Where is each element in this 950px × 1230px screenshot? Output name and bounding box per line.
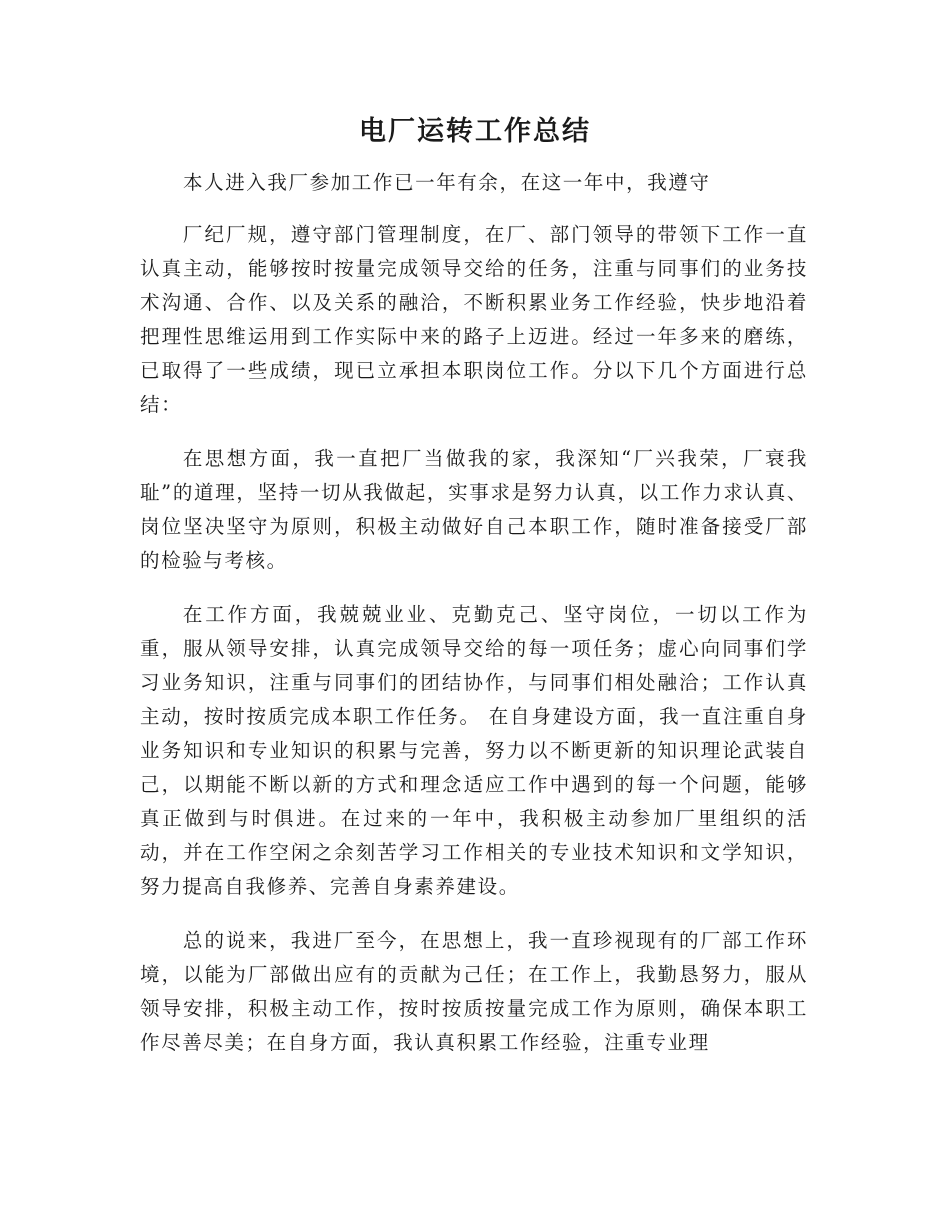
paragraph-1: 厂纪厂规，遵守部门管理制度，在厂、部门领导的带领下工作一直认真主动，能够按时按量完成领导交给的任务，注重与同事们的业务技术沟通、合作、以及关系的融洽，不断积累业务工作经验，快步地沿着把理性思维运用到工作实际中来的路子上迈进。经过一年多来的磨练，已取得了一些成绩，现已立承担本职岗位工作。分以下几个方面进行总结： bbox=[140, 223, 808, 416]
paragraph-2: 在思想方面，我一直把厂当做我的家，我深知“厂兴我荣，厂衰我耻”的道理，坚持一切从我做起，实事求是努力认真，以工作力求认真、岗位坚决坚守为原则，积极主动做好自己本职工作，随时准备接受厂部的检验与考核。 bbox=[140, 447, 808, 572]
document-title: 电厂运转工作总结 bbox=[359, 116, 591, 147]
paragraph-3: 在工作方面，我兢兢业业、克勤克己、坚守岗位，一切以工作为重，服从领导安排，认真完成领导交给的每一项任务；虚心向同事们学习业务知识，注重与同事们的团结协作，与同事们相处融洽；工作认真主动，按时按质完成本职工作任务。 在自身建设方面，我一直注重自身业务知识和专业知识的积累与完善，努力以不断更新的知识理论武装自己，以期能不断以新的方式和理念适应工作中遇到的每一个问题，能够真正做到与时俱进。在过来的一年中，我积极主动参加厂里组织的活动，并在工作空闲之余刻苦学习工作相关的专业技术知识和文学知识，努力提高自我修养、完善自身素养建设。 bbox=[140, 603, 808, 898]
paragraph-4: 总的说来，我进厂至今，在思想上，我一直珍视现有的厂部工作环境，以能为厂部做出应有的贡献为己任；在工作上，我勤恳努力，服从领导安排，积极主动工作，按时按质按量完成工作为原则，确保本职工作尽善尽美；在自身方面，我认真积累工作经验，注重专业理 bbox=[140, 929, 808, 1054]
document-body bbox=[140, 218, 808, 1080]
intro-line: 本人进入我厂参加工作已一年有余，在这一年中，我遵守 bbox=[183, 171, 711, 194]
